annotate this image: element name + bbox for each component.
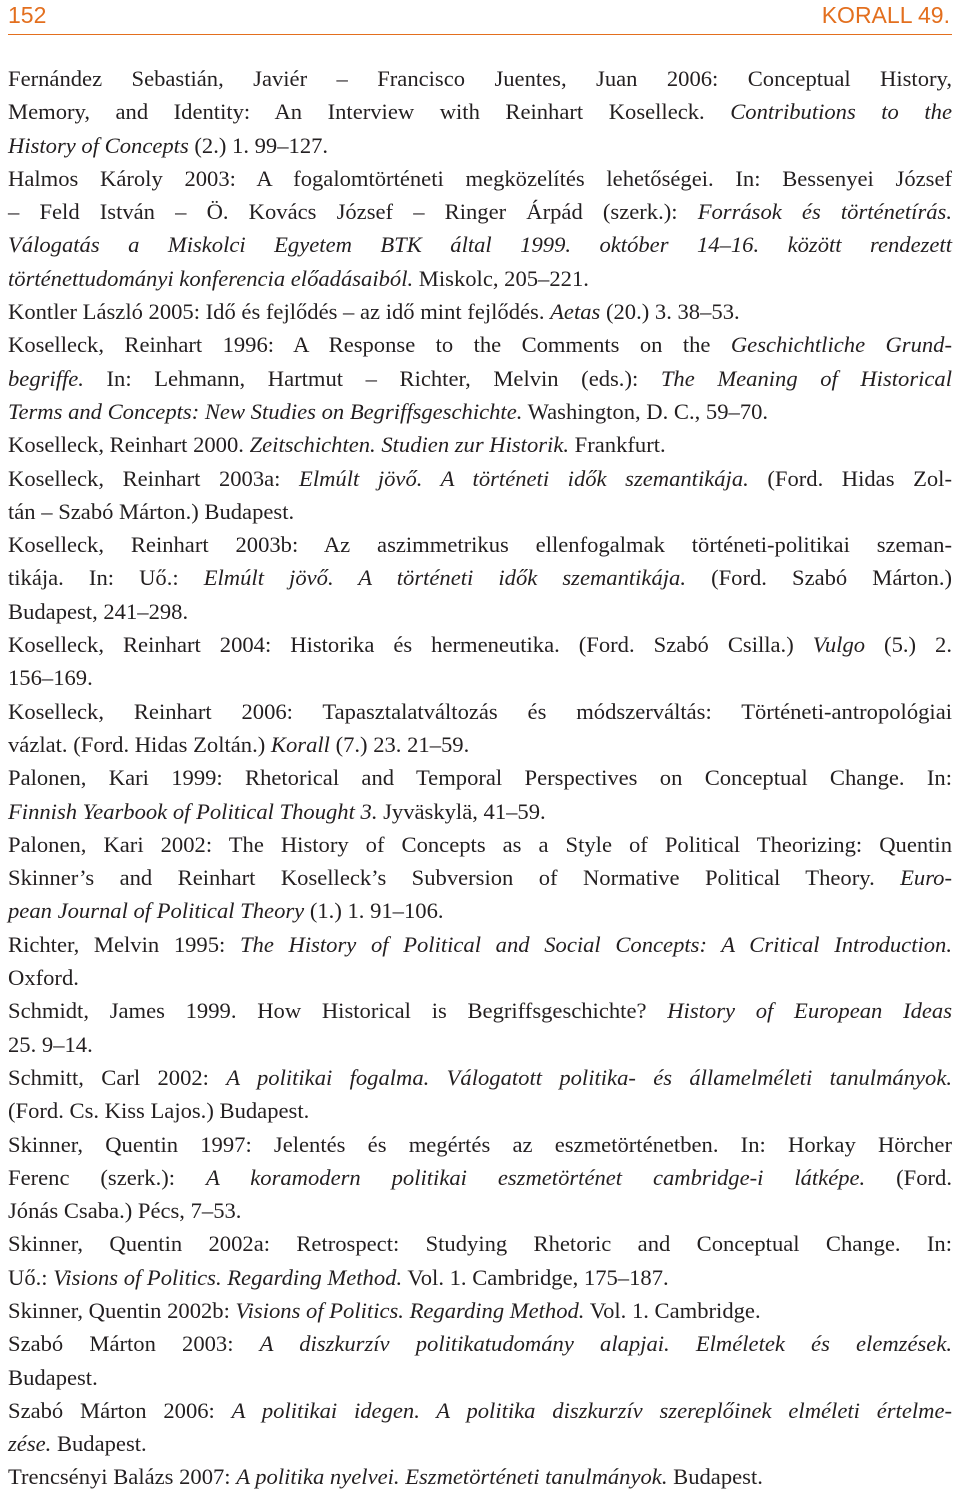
entry-line	[8, 1061, 952, 1094]
italic-title-segment: A diszkurzív politikatudomány alapjai. Elméletek és elemzések.	[259, 1331, 952, 1357]
italic-title-segment: pean Journal of Political Theory	[8, 898, 305, 924]
italic-title-segment: The Meaning of Historical	[660, 365, 952, 391]
text-segment: Uő.:	[8, 1264, 54, 1290]
header-rule	[8, 34, 952, 35]
text-segment: Fernández Sebastián, Javiér – Francisco Juentes, Juan 2006: Conceptual History,	[8, 66, 952, 91]
entry-line	[8, 1394, 952, 1427]
text-segment: Richter, Melvin 1995:	[8, 931, 240, 957]
text-segment: In: Lehmann, Hartmut – Richter, Melvin (eds.):	[83, 365, 661, 391]
italic-title-segment: A koramodern politikai eszmetörténet cambridge-i látképe.	[205, 1164, 866, 1190]
text-segment: Szabó Márton 2003:	[8, 1331, 260, 1357]
entry-line	[8, 695, 952, 728]
text-segment: Skinner’s and Reinhart Koselleck’s Subversion of Normative Political Theory.	[8, 865, 901, 891]
italic-title-segment: begriffe.	[8, 365, 84, 391]
text-segment: (7.) 23. 21–59.	[329, 731, 470, 757]
entry-line	[8, 1094, 952, 1127]
entry-line	[8, 528, 952, 561]
bibliography-entry	[8, 1227, 952, 1294]
text-segment: Washington, D. C., 59–70.	[522, 398, 769, 424]
bibliography-entry	[8, 162, 952, 295]
entry-line	[8, 262, 952, 295]
text-segment: – Feld István – Ö. Kovács József – Ringer Árpád (szerk.):	[8, 199, 698, 225]
italic-title-segment: A politikai fogalma. Válogatott politika- és államelméleti tanulmányok.	[226, 1064, 952, 1090]
text-segment: Palonen, Kari 1999: Rhetorical and Temporal Perspectives on Conceptual Change. In:	[8, 765, 952, 791]
bibliography-entry	[8, 62, 952, 162]
text-segment: Miskolc, 205–221.	[413, 265, 589, 291]
entry-line	[8, 561, 952, 594]
entry-line	[8, 1227, 952, 1260]
italic-title-segment: Finnish Yearbook of Political Thought 3.	[8, 798, 378, 824]
entry-line	[8, 195, 952, 228]
entry-line	[8, 728, 952, 761]
entry-line	[8, 1327, 952, 1360]
text-segment: Szabó Márton 2006:	[8, 1397, 232, 1423]
text-segment: Skinner, Quentin 2002b:	[8, 1297, 236, 1323]
bibliography-entry	[8, 295, 952, 328]
entry-line	[8, 1294, 952, 1327]
entry-line	[8, 894, 952, 927]
entry-line	[8, 1361, 952, 1394]
bibliography-entry	[8, 1128, 952, 1228]
entry-line	[8, 328, 953, 361]
bibliography-entry	[8, 528, 952, 628]
text-segment: (1.) 1. 91–106.	[304, 898, 444, 924]
text-segment: Schmidt, James 1999. How Historical is Begriffsgeschichte?	[8, 998, 668, 1024]
text-segment: Koselleck, Reinhart 2004: Historika és hermeneutika. (Ford. Szabó Csilla.)	[8, 632, 813, 658]
text-segment: (Ford. Szabó Márton.)	[685, 565, 952, 591]
text-segment: vázlat. (Ford. Hidas Zoltán.)	[8, 731, 271, 757]
text-segment: 156–169.	[8, 665, 93, 691]
text-segment: Skinner, Quentin 2002a: Retrospect: Studying Rhetoric and Conceptual Change. In:	[8, 1231, 952, 1257]
italic-title-segment: Válogatás a Miskolci Egyetem BTK által 1999. október 14–16. között rendezett	[8, 232, 952, 258]
italic-title-segment: Euro-	[900, 865, 952, 891]
entry-line	[8, 62, 952, 95]
journal-title: KORALL 49.	[821, 2, 950, 28]
italic-title-segment: Elmúlt jövő. A történeti idők szemantikája.	[299, 465, 749, 491]
bibliography-list	[8, 62, 952, 1494]
italic-title-segment: History of Concepts	[8, 132, 189, 158]
text-segment: Koselleck, Reinhart 2003a:	[8, 465, 300, 491]
text-segment: Budapest.	[51, 1431, 147, 1457]
text-segment: Koselleck, Reinhart 2006: Tapasztalatváltozás és módszerváltás: Történeti-antropológiai	[8, 698, 952, 724]
bibliography-entry	[8, 1061, 952, 1128]
entry-line	[8, 1460, 952, 1493]
entry-line	[8, 1427, 952, 1460]
text-segment: Jyväskylä, 41–59.	[377, 798, 546, 824]
entry-line	[8, 861, 952, 894]
text-segment: (20.) 3. 38–53.	[600, 299, 740, 325]
entry-line	[8, 295, 952, 328]
italic-title-segment: Források és történetírás.	[697, 199, 952, 225]
italic-title-segment: történettudományi konferencia előadásaiból.	[8, 265, 414, 291]
italic-title-segment: zése.	[8, 1431, 52, 1457]
bibliography-entry	[8, 1394, 952, 1461]
italic-title-segment: Elmúlt jövő. A történeti idők szemantikája.	[203, 565, 686, 591]
text-segment: Budapest.	[8, 1364, 98, 1390]
text-segment: Memory, and Identity: An Interview with Reinhart Koselleck.	[8, 99, 731, 125]
entry-line	[8, 661, 952, 694]
italic-title-segment: Korall	[270, 731, 330, 757]
italic-title-segment: Terms and Concepts: New Studies on Begriffsgeschichte.	[8, 398, 523, 424]
italic-title-segment: Contributions to the	[730, 99, 952, 125]
bibliography-entry	[8, 928, 952, 995]
entry-line	[8, 595, 952, 628]
bibliography-entry	[8, 1294, 952, 1327]
text-segment: (Ford. Hidas Zol-	[748, 465, 952, 491]
italic-title-segment: Visions of Politics. Regarding Method.	[53, 1264, 403, 1290]
text-segment: (5.) 2.	[865, 632, 952, 658]
text-segment: tikája. In: Uő.:	[8, 565, 204, 591]
text-segment: Koselleck, Reinhart 2000.	[8, 432, 250, 458]
text-segment: Frankfurt.	[569, 432, 666, 458]
entry-line	[8, 95, 952, 128]
bibliography-entry	[8, 328, 952, 428]
text-segment: 25. 9–14.	[8, 1031, 93, 1057]
italic-title-segment: Zeitschichten. Studien zur Historik.	[249, 432, 570, 458]
entry-line	[8, 495, 952, 528]
bibliography-entry	[8, 428, 952, 461]
text-segment: Koselleck, Reinhart 1996: A Response to the Comments on the	[8, 332, 731, 358]
bibliography-entry	[8, 994, 952, 1061]
bibliography-entry	[8, 828, 952, 928]
italic-title-segment: Vulgo	[812, 632, 866, 658]
bibliography-entry	[8, 462, 952, 529]
italic-title-segment: Aetas	[550, 299, 601, 325]
bibliography-entry	[8, 1460, 952, 1493]
entry-line	[8, 362, 952, 395]
entry-line	[8, 961, 952, 994]
entry-line	[8, 928, 953, 961]
text-segment: Trencsényi Balázs 2007:	[8, 1464, 237, 1490]
text-segment: Schmitt, Carl 2002:	[8, 1064, 227, 1090]
entry-line	[8, 1128, 952, 1161]
page-header	[0, 0, 960, 37]
entry-line	[8, 1194, 952, 1227]
italic-title-segment: Visions of Politics. Regarding Method.	[235, 1297, 585, 1323]
entry-line	[8, 628, 952, 661]
text-segment: Ferenc (szerk.):	[8, 1164, 206, 1190]
entry-line	[8, 828, 952, 861]
entry-line	[8, 795, 952, 828]
text-segment: (Ford.	[865, 1164, 952, 1190]
text-segment: Halmos Károly 2003: A fogalomtörténeti megközelítés lehetőségei. In: Bessenyei József	[8, 165, 952, 191]
entry-line	[8, 228, 952, 261]
text-segment: Vol. 1. Cambridge.	[584, 1297, 761, 1323]
entry-line	[8, 428, 952, 461]
text-segment: Budapest, 241–298.	[8, 598, 189, 624]
text-segment: Skinner, Quentin 1997: Jelentés és megértés az eszmetörténetben. In: Horkay Hörcher	[8, 1131, 952, 1157]
text-segment: (Ford. Cs. Kiss Lajos.) Budapest.	[8, 1098, 310, 1124]
text-segment: (2.) 1. 99–127.	[188, 132, 329, 158]
text-segment: Vol. 1. Cambridge, 175–187.	[402, 1264, 669, 1290]
text-segment: Jónás Csaba.) Pécs, 7–53.	[8, 1198, 242, 1224]
text-segment: Koselleck, Reinhart 2003b: Az aszimmetrikus ellenfogalmak történeti-politikai szeman-	[8, 532, 952, 558]
italic-title-segment: Geschichtliche Grund-	[730, 332, 953, 358]
text-segment: Kontler László 2005: Idő és fejlődés – az idő mint fejlődés.	[8, 299, 551, 325]
entry-line	[8, 395, 952, 428]
text-segment: Oxford.	[8, 965, 79, 991]
entry-line	[8, 162, 952, 195]
entry-line	[8, 1028, 952, 1061]
entry-line	[8, 994, 952, 1027]
bibliography-entry	[8, 1327, 952, 1394]
text-segment: Palonen, Kari 2002: The History of Concepts as a Style of Political Theorizing: Quentin	[8, 831, 952, 857]
page-number: 152	[8, 2, 47, 28]
text-segment: Budapest.	[667, 1464, 763, 1490]
bibliography-entry	[8, 628, 952, 695]
entry-line	[8, 1261, 952, 1294]
bibliography-entry	[8, 761, 952, 828]
entry-line	[8, 1161, 952, 1194]
entry-line	[8, 761, 952, 794]
italic-title-segment: A politikai idegen. A politika diszkurzív szereplőinek elméleti értelme-	[231, 1397, 952, 1423]
bibliography-entry	[8, 695, 952, 762]
entry-line	[8, 462, 952, 495]
text-segment: tán – Szabó Márton.) Budapest.	[8, 498, 295, 524]
italic-title-segment: The History of Political and Social Concepts: A Critical Introduction.	[239, 931, 953, 957]
entry-line	[8, 129, 952, 162]
italic-title-segment: A politika nyelvei. Eszmetörténeti tanulmányok.	[236, 1464, 668, 1490]
italic-title-segment: History of European Ideas	[667, 998, 952, 1024]
